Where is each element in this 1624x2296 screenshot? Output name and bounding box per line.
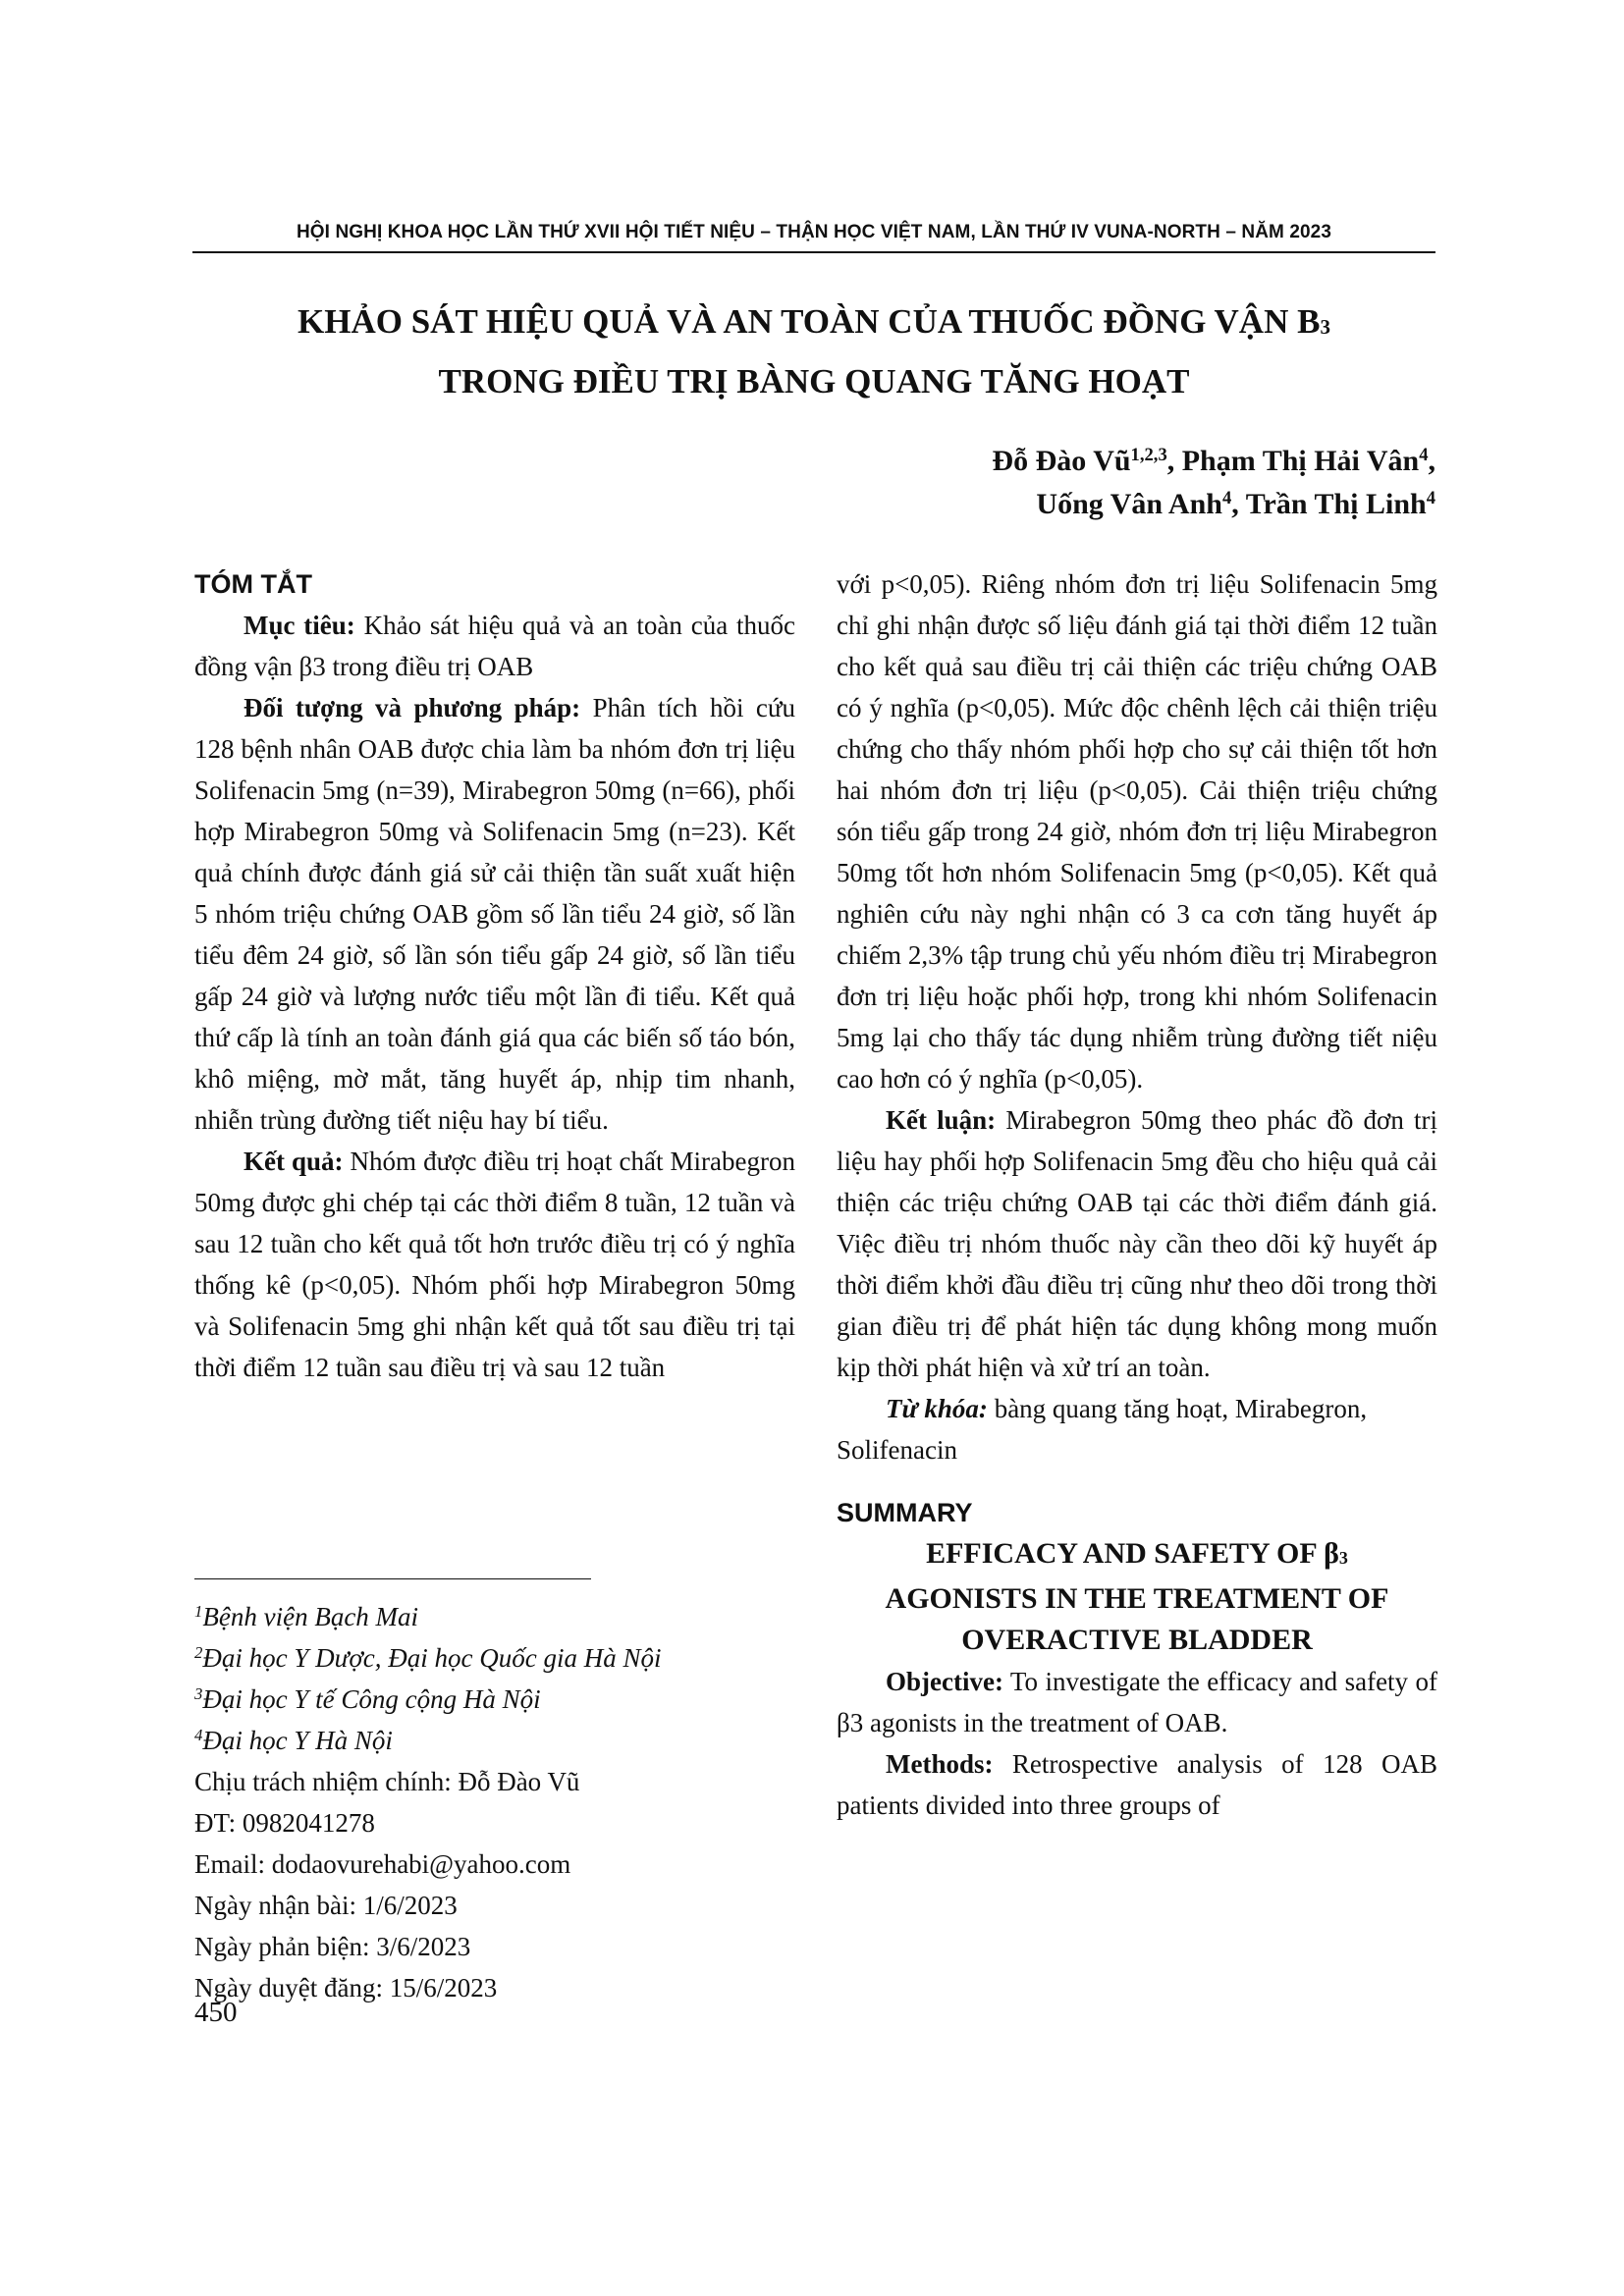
footnote-number: 4	[194, 1725, 203, 1744]
date-received: Ngày nhận bài: 1/6/2023	[194, 1891, 458, 1920]
keywords-label: Từ khóa:	[886, 1394, 988, 1423]
author-line-2	[992, 483, 1435, 526]
affiliation-footnote	[194, 1637, 795, 1679]
author-list	[992, 440, 1435, 526]
spacer	[837, 1470, 1437, 1492]
title-line-1	[192, 294, 1435, 354]
author-separator: ,	[1231, 488, 1246, 520]
author-name: Phạm Thị Hải Vân	[1181, 445, 1420, 477]
contact-phone: ĐT: 0982041278	[194, 1808, 375, 1838]
objective-text: Khảo sát hiệu quả và an toàn của thuốc đồng vận β3 trong điều trị OAB	[194, 611, 796, 681]
footnote-text: Đại học Y Dược, Đại học Quốc gia Hà Nội	[202, 1643, 662, 1673]
author-affiliation: 1,2,3	[1130, 444, 1167, 465]
summary-objective-text: To investigate the efficacy and safety of β3 agonists in the treatment of OAB.	[837, 1666, 1437, 1737]
conclusion-label: Kết luận:	[886, 1105, 997, 1135]
author-separator: ,	[1428, 445, 1435, 477]
title-line-2: TRONG ĐIỀU TRỊ BÀNG QUANG TĂNG HOẠT	[438, 362, 1190, 401]
summary-heading: SUMMARY	[837, 1498, 973, 1527]
footnote-number: 3	[194, 1683, 203, 1703]
abstract-results-continued: với p<0,05). Riêng nhóm đơn trị liệu Solifenacin 5mg chỉ ghi nhận được số liệu đánh giá tại thời điểm 12 tuần cho kết quả sau điều trị cải thiện các triệu chứng OAB có ý nghĩa (p<0,05). Mức độc chênh lệch cải thiện triệu chứng cho thấy nhóm phối hợp cho sự cải thiện tốt hơn hai nhóm đơn trị liệu (p<0,05). Cải thiện triệu chứng són tiểu gấp trong 24 giờ, nhóm đơn trị liệu Mirabegron 50mg tốt hơn nhóm Solifenacin 5mg (p<0,05). Kết quả nghiên cứu này nghi nhận có 3 ca cơn tăng huyết áp chiếm 2,3% tập trung chủ yếu nhóm điều trị Mirabegron đơn trị liệu hoặc phối hợp, trong khi nhóm Solifenacin 5mg lại cho thấy tác dụng nhiễm trùng đường tiết niệu cao hơn có ý nghĩa (p<0,05).	[837, 569, 1437, 1094]
abstract-results	[194, 1141, 795, 1388]
left-column	[194, 563, 795, 1388]
methods-text: Phân tích hồi cứu 128 bệnh nhân OAB được chia làm ba nhóm đơn trị liệu Solifenacin 5mg (n=39), Mirabegron 50mg (n=66), phối hợp Mirabegron 50mg và Solifenacin 5mg (n=23). Kết quả chính được đánh giá sử cải thiện tần suất xuất hiện 5 nhóm triệu chứng OAB gồm số lần tiểu 24 giờ, số lần tiểu đêm 24 giờ, số lần són tiểu gấp 24 giờ, số lần tiểu gấp 24 giờ và lượng nước tiểu một lần đi tiểu. Kết quả thứ cấp là tính an toàn đánh giá qua các biến số táo bón, khô miệng, mờ mắt, tăng huyết áp, nhịp tim nhanh, nhiễn trùng đường tiết niệu hay bí tiểu.	[194, 693, 796, 1135]
date-reviewed: Ngày phản biện: 3/6/2023	[194, 1932, 471, 1961]
abstract-objective	[194, 605, 795, 687]
summary-title-line-2: AGONISTS IN THE TREATMENT OF	[885, 1581, 1389, 1615]
right-column	[837, 563, 1437, 1826]
abstract-keywords	[837, 1388, 1437, 1470]
date-accepted: Ngày duyệt đăng: 15/6/2023	[194, 1973, 498, 2002]
author-name: Uống Vân Anh	[1036, 488, 1222, 520]
affiliation-footnote	[194, 1596, 795, 1637]
summary-methods-label: Methods:	[886, 1748, 994, 1779]
title-subscript: 3	[1320, 315, 1330, 340]
running-header: HỘI NGHỊ KHOA HỌC LẦN THỨ XVII HỘI TIẾT NIỆU – THẬN HỌC VIỆT NAM, LẦN THỨ IV VUNA-NORTH – NĂM 2023	[296, 222, 1331, 242]
author-affiliation: 4	[1426, 487, 1435, 508]
header-divider	[192, 251, 1435, 253]
author-separator: ,	[1166, 445, 1182, 477]
summary-title-subscript: 3	[1338, 1547, 1348, 1568]
summary-title-text: EFFICACY AND SAFETY OF β	[926, 1537, 1339, 1570]
abstract-conclusion	[837, 1099, 1437, 1388]
summary-title-line-3: OVERACTIVE BLADDER	[961, 1623, 1313, 1656]
summary-objective	[837, 1661, 1437, 1743]
abstract-heading: TÓM TẮT	[194, 569, 312, 599]
footnotes	[194, 1596, 795, 2008]
footnote-text: Đại học Y tế Công cộng Hà Nội	[202, 1684, 541, 1714]
title-line-1-text: KHẢO SÁT HIỆU QUẢ VÀ AN TOÀN CỦA THUỐC ĐỒNG VẬN B	[298, 302, 1321, 341]
affiliation-footnote	[194, 1679, 795, 1720]
affiliation-footnote	[194, 1720, 795, 1761]
objective-label: Mục tiêu:	[244, 611, 355, 640]
results-text: Nhóm được điều trị hoạt chất Mirabegron 50mg được ghi chép tại các thời điểm 8 tuần, 12 tuần và sau 12 tuần cho kết quả tốt hơn trước điều trị có ý nghĩa thống kê (p<0,05). Nhóm phối hợp Mirabegron 50mg và Solifenacin 5mg ghi nhận kết quả tốt sau điều trị tại thời điểm 12 tuần sau điều trị và sau 12 tuần	[194, 1147, 795, 1382]
footnote-divider	[194, 1578, 591, 1579]
page-number: 450	[194, 1997, 238, 2028]
conclusion-text: Mirabegron 50mg theo phác đồ đơn trị liệu hay phối hợp Solifenacin 5mg đều cho hiệu quả cải thiện các triệu chứng OAB tại các thời điểm đánh giá. Việc điều trị nhóm thuốc này cần theo dõi kỹ huyết áp thời điểm khởi đầu điều trị cũng như theo dõi trong thời gian điều trị để phát hiện tác dụng không mong muốn kịp thời phát hiện và xử trí an toàn.	[837, 1105, 1437, 1382]
summary-methods	[837, 1743, 1437, 1826]
footnote-number: 1	[194, 1601, 203, 1621]
methods-label: Đối tượng và phương pháp:	[244, 693, 581, 722]
contact-email: Email: dodaovurehabi@yahoo.com	[194, 1849, 571, 1879]
footnote-number: 2	[194, 1642, 203, 1662]
abstract-methods	[194, 687, 795, 1141]
summary-title-line-1	[837, 1533, 1437, 1578]
article-title	[192, 294, 1435, 408]
summary-methods-text: Retrospective analysis of 128 OAB patients divided into three groups of	[837, 1748, 1437, 1820]
author-name: Đỗ Đào Vũ	[992, 445, 1131, 477]
author-affiliation: 4	[1221, 487, 1232, 508]
author-name: Trần Thị Linh	[1245, 488, 1427, 520]
author-line-1	[992, 440, 1435, 483]
footnote-text: Bệnh viện Bạch Mai	[202, 1602, 419, 1631]
keywords-text: bàng quang tăng hoạt, Mirabegron, Solifenacin	[837, 1394, 1368, 1465]
results-label: Kết quả:	[244, 1147, 344, 1176]
summary-objective-label: Objective:	[886, 1666, 1003, 1696]
corresponding-author: Chịu trách nhiệm chính: Đỗ Đào Vũ	[194, 1767, 580, 1796]
author-affiliation: 4	[1419, 444, 1429, 465]
footnote-text: Đại học Y Hà Nội	[202, 1726, 393, 1755]
